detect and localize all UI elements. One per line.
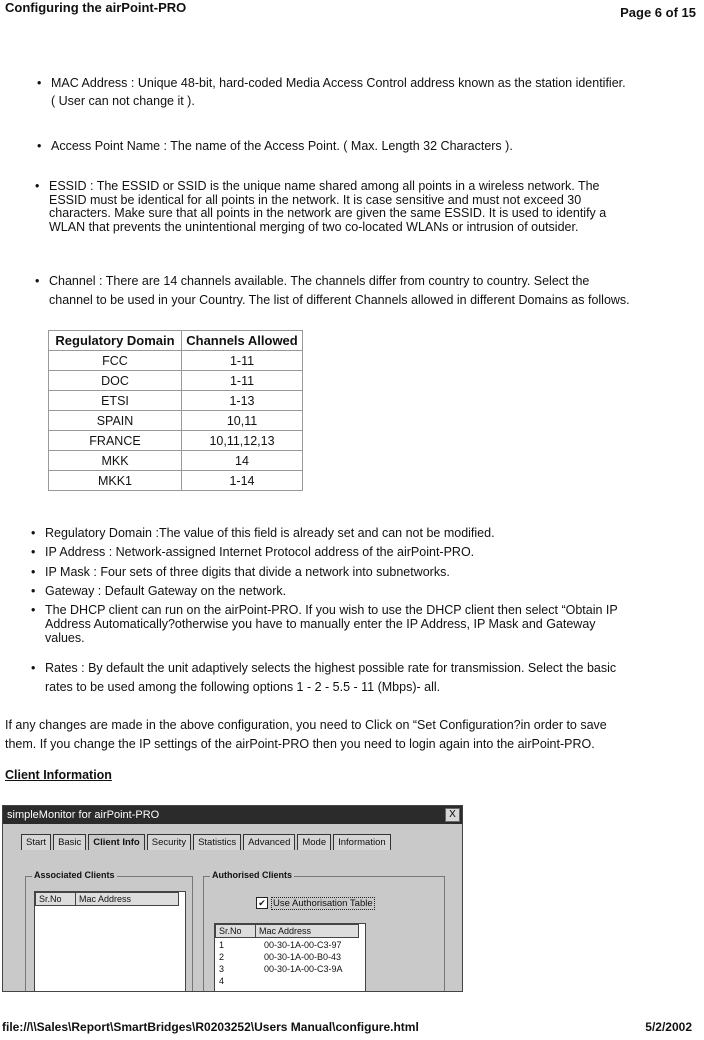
table-row: DOC 1-11 bbox=[49, 371, 303, 391]
tab-basic[interactable]: Basic bbox=[53, 834, 86, 850]
window-titlebar bbox=[3, 806, 462, 824]
bullet-dot: • bbox=[35, 179, 40, 193]
bullet-regulatory-domain: • Regulatory Domain :The value of this field is already set and can not be modified. bbox=[31, 526, 495, 540]
tab-mode[interactable]: Mode bbox=[297, 834, 331, 850]
authorised-clients-list[interactable] bbox=[214, 923, 366, 992]
bullet-channel: • Channel : There are 14 channels available. The channels differ from country to country. Select the channel to be used in your Country. The list of different Channels allowed in different Domains as follows. bbox=[35, 274, 630, 307]
tab-statistics[interactable]: Statistics bbox=[193, 834, 241, 850]
associated-clients-group bbox=[25, 870, 193, 992]
footer-file-path: file://\\Sales\Report\SmartBridges\R0203252\Users Manual\configure.html bbox=[2, 1020, 419, 1034]
tab-information[interactable]: Information bbox=[333, 834, 391, 850]
table-row: FRANCE 10,11,12,13 bbox=[49, 431, 303, 451]
bullet-dot: • bbox=[37, 76, 42, 90]
section-title-client-information: Client Information bbox=[5, 768, 112, 782]
authorised-clients-label: Authorised Clients bbox=[212, 870, 293, 880]
column-header: Regulatory Domain bbox=[49, 331, 182, 351]
table-row: ETSI 1-13 bbox=[49, 391, 303, 411]
column-header: Channels Allowed bbox=[182, 331, 303, 351]
footer-date: 5/2/2002 bbox=[645, 1020, 692, 1034]
close-icon[interactable]: X bbox=[445, 808, 460, 822]
list-item[interactable]: 4 bbox=[219, 976, 225, 986]
list-item[interactable]: 2 00-30-1A-00-B0-43 bbox=[219, 952, 342, 962]
bullet-dot: • bbox=[35, 274, 40, 288]
bullet-dot: • bbox=[31, 584, 36, 598]
tab-bar bbox=[21, 834, 393, 850]
bullet-mac-address: • MAC Address : Unique 48-bit, hard-coded Media Access Control address known as the station identifier. ( User can not change it ). bbox=[37, 76, 626, 108]
bullet-gateway: • Gateway : Default Gateway on the network. bbox=[31, 584, 287, 598]
column-header-srno[interactable]: Sr.No bbox=[215, 924, 257, 938]
use-authorisation-table-checkbox[interactable] bbox=[256, 897, 375, 909]
authorised-clients-group bbox=[203, 870, 445, 992]
channels-table bbox=[48, 330, 303, 491]
checkbox-label: Use Authorisation Table bbox=[273, 897, 373, 909]
list-item[interactable]: 1 00-30-1A-00-C3-97 bbox=[219, 940, 342, 950]
table-row: SPAIN 10,11 bbox=[49, 411, 303, 431]
bullet-essid: • ESSID : The ESSID or SSID is the unique name shared among all points in a wireless network. The ESSID must be identical for all points in the network. It is case sensitive and must not exceed 30 characters. Make sure that all points in the network are given the same ESSID. It is used to identify a WLAN that prevents the unintentional merging of two co-located WLANs or intrusion of outsider. bbox=[35, 179, 607, 234]
table-row: MKK1 1-14 bbox=[49, 471, 303, 491]
tab-client-info[interactable]: Client Info bbox=[88, 834, 144, 850]
bullet-dot: • bbox=[31, 603, 36, 617]
bullet-dot: • bbox=[37, 139, 42, 153]
bullet-rates: • Rates : By default the unit adaptively selects the highest possible rate for transmission. Select the basic rates to be used among the following options 1 - 2 - 5.5 - 11 (Mbps)- all. bbox=[31, 661, 617, 694]
save-note-paragraph: If any changes are made in the above configuration, you need to Click on “Set Configuration?in order to save them. If you change the IP settings of the airPoint-PRO then you need to login again into the airPoint-PRO. bbox=[5, 718, 607, 751]
bullet-dhcp: • The DHCP client can run on the airPoint-PRO. If you wish to use the DHCP client then select “Obtain IP Address Automatically?otherwise you have to manually enter the IP Address, IP Mask and Gateway values. bbox=[31, 603, 618, 645]
list-item[interactable]: 3 00-30-1A-00-C3-9A bbox=[219, 964, 343, 974]
bullet-dot: • bbox=[31, 661, 36, 675]
tab-advanced[interactable]: Advanced bbox=[243, 834, 295, 850]
bullet-ip-mask: • IP Mask : Four sets of three digits that divide a network into subnetworks. bbox=[31, 565, 450, 579]
associated-clients-list[interactable] bbox=[34, 891, 186, 992]
column-header-mac-address[interactable]: Mac Address bbox=[255, 924, 359, 938]
bullet-ip-address: • IP Address : Network-assigned Internet Protocol address of the airPoint-PRO. bbox=[31, 545, 475, 559]
page-number: Page 6 of 15 bbox=[620, 5, 696, 20]
checkbox-check-icon[interactable]: ✔ bbox=[256, 897, 268, 909]
tab-start[interactable]: Start bbox=[21, 834, 51, 850]
table-row: MKK 14 bbox=[49, 451, 303, 471]
document-title: Configuring the airPoint-PRO bbox=[5, 0, 187, 15]
column-header-mac-address[interactable]: Mac Address bbox=[75, 892, 179, 906]
bullet-dot: • bbox=[31, 565, 36, 579]
table-row: FCC 1-11 bbox=[49, 351, 303, 371]
simplemonitor-window bbox=[2, 805, 463, 992]
tab-security[interactable]: Security bbox=[147, 834, 191, 850]
bullet-dot: • bbox=[31, 526, 36, 540]
bullet-access-point-name: • Access Point Name : The name of the Access Point. ( Max. Length 32 Characters ). bbox=[37, 139, 513, 153]
column-header-srno[interactable]: Sr.No bbox=[35, 892, 77, 906]
window-title: simpleMonitor for airPoint-PRO bbox=[7, 809, 160, 821]
table-header-row bbox=[49, 331, 303, 351]
bullet-dot: • bbox=[31, 545, 36, 559]
associated-clients-label: Associated Clients bbox=[34, 870, 115, 880]
